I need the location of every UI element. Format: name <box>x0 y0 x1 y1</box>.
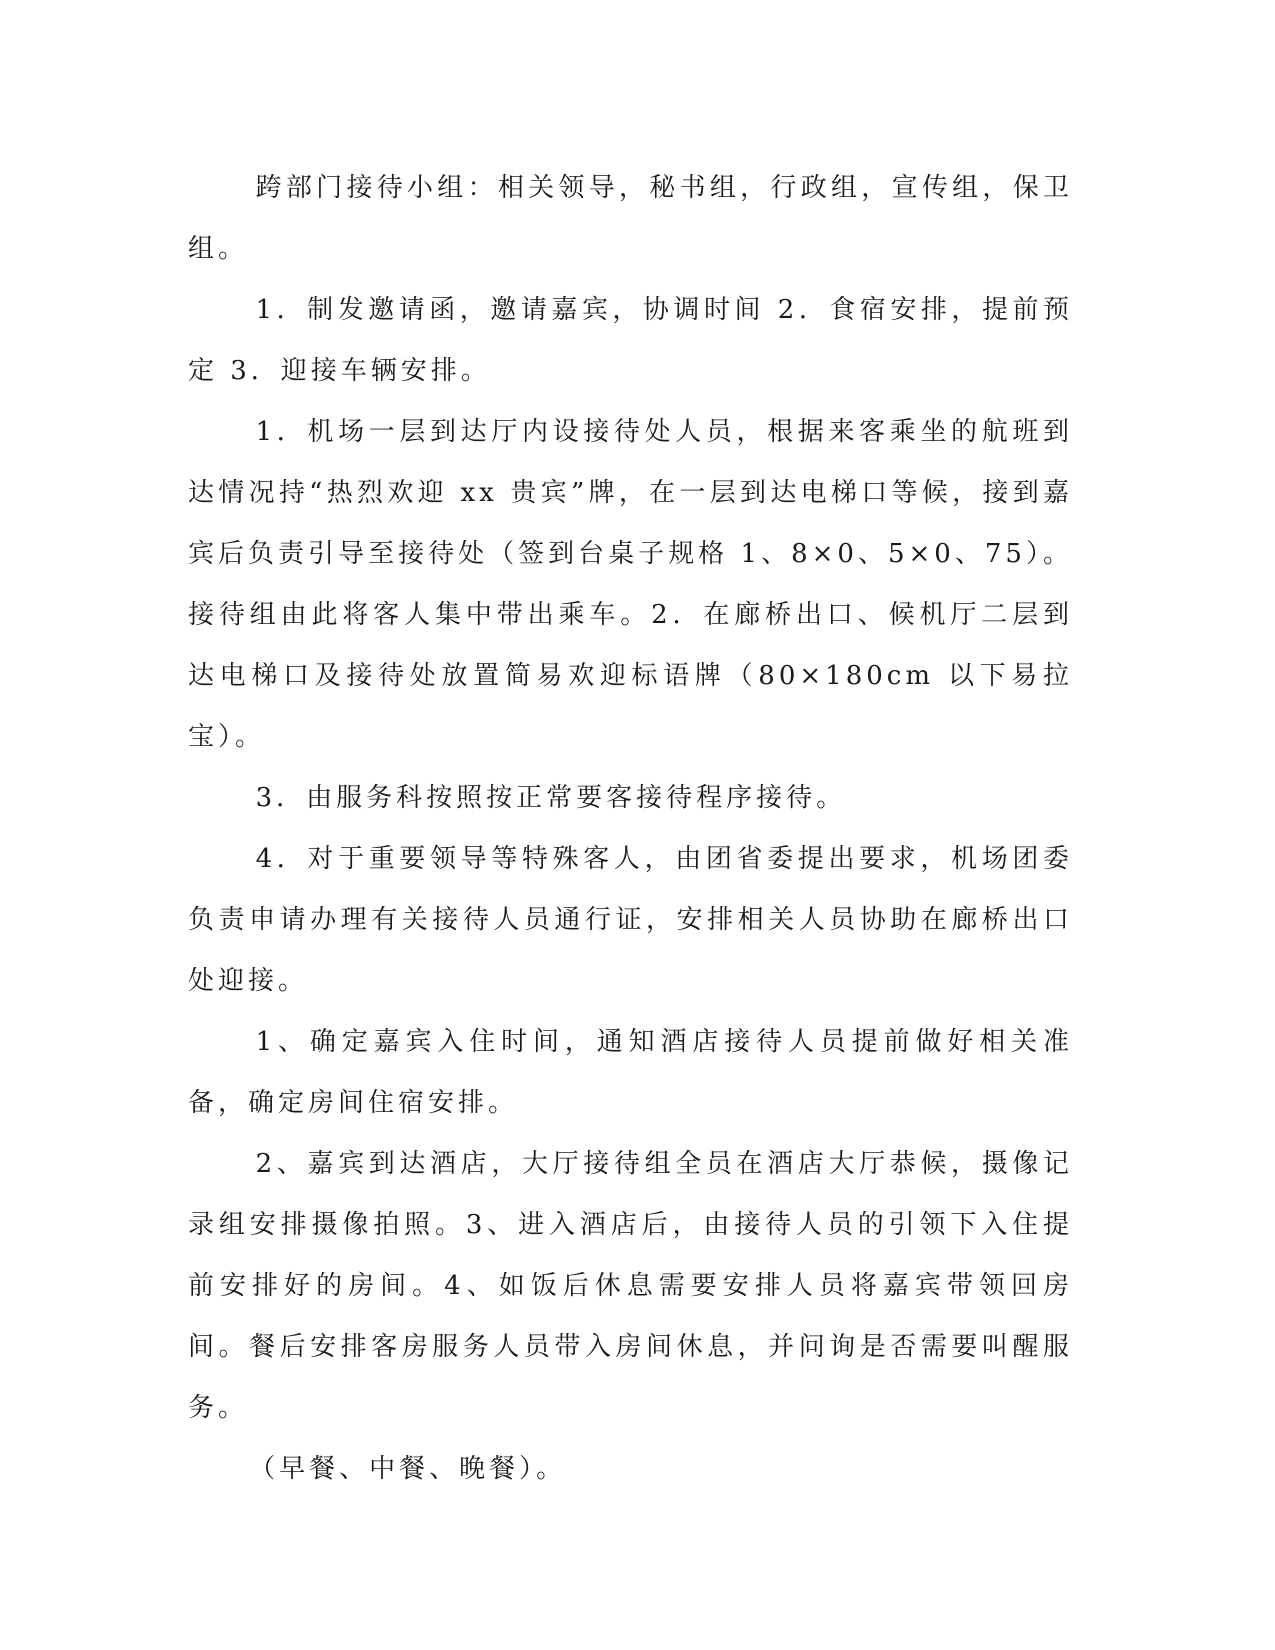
paragraph-reception-team: 跨部门接待小组：相关领导，秘书组，行政组，宣传组，保卫组。 <box>188 173 1073 264</box>
paragraph-invitation-steps: 1．制发邀请函，邀请嘉宾，协调时间 2．食宿安排，提前预定 3．迎接车辆安排。 <box>188 295 1073 386</box>
paragraph-vip-guests: 4．对于重要领导等特殊客人，由团省委提出要求，机场团委负责申请办理有关接待人员通行证，安排相关人员协助在廊桥出口处迎接。 <box>188 844 1073 996</box>
document-body <box>188 158 1073 1500</box>
paragraph-checkin-time: 1、确定嘉宾入住时间，通知酒店接待人员提前做好相关准备，确定房间住宿安排。 <box>188 1027 1073 1118</box>
paragraph-airport-reception: 1．机场一层到达厅内设接待处人员，根据来客乘坐的航班到达情况持“热烈欢迎 xx 贵宾”牌，在一层到达电梯口等候，接到嘉宾后负责引导至接待处（签到台桌子规格 1、8×0、5×0、75）。接待组由此将客人集中带出乘车。2．在廊桥出口、候机厅二层到达电梯口及接待处放置简易欢迎标语牌（80×180cm 以下易拉宝）。 <box>188 417 1073 752</box>
paragraph-hotel-arrival: 2、嘉宾到达酒店，大厅接待组全员在酒店大厅恭候，摄像记录组安排摄像拍照。3、进入酒店后，由接待人员的引领下入住提前安排好的房间。4、如饭后休息需要安排人员将嘉宾带领回房间。餐后安排客房服务人员带入房间休息，并问询是否需要叫醒服务。 <box>188 1149 1073 1423</box>
paragraph-meals: （早餐、中餐、晚餐）。 <box>249 1454 567 1484</box>
paragraph-service-procedure: 3．由服务科按照按正常要客接待程序接待。 <box>255 783 847 813</box>
